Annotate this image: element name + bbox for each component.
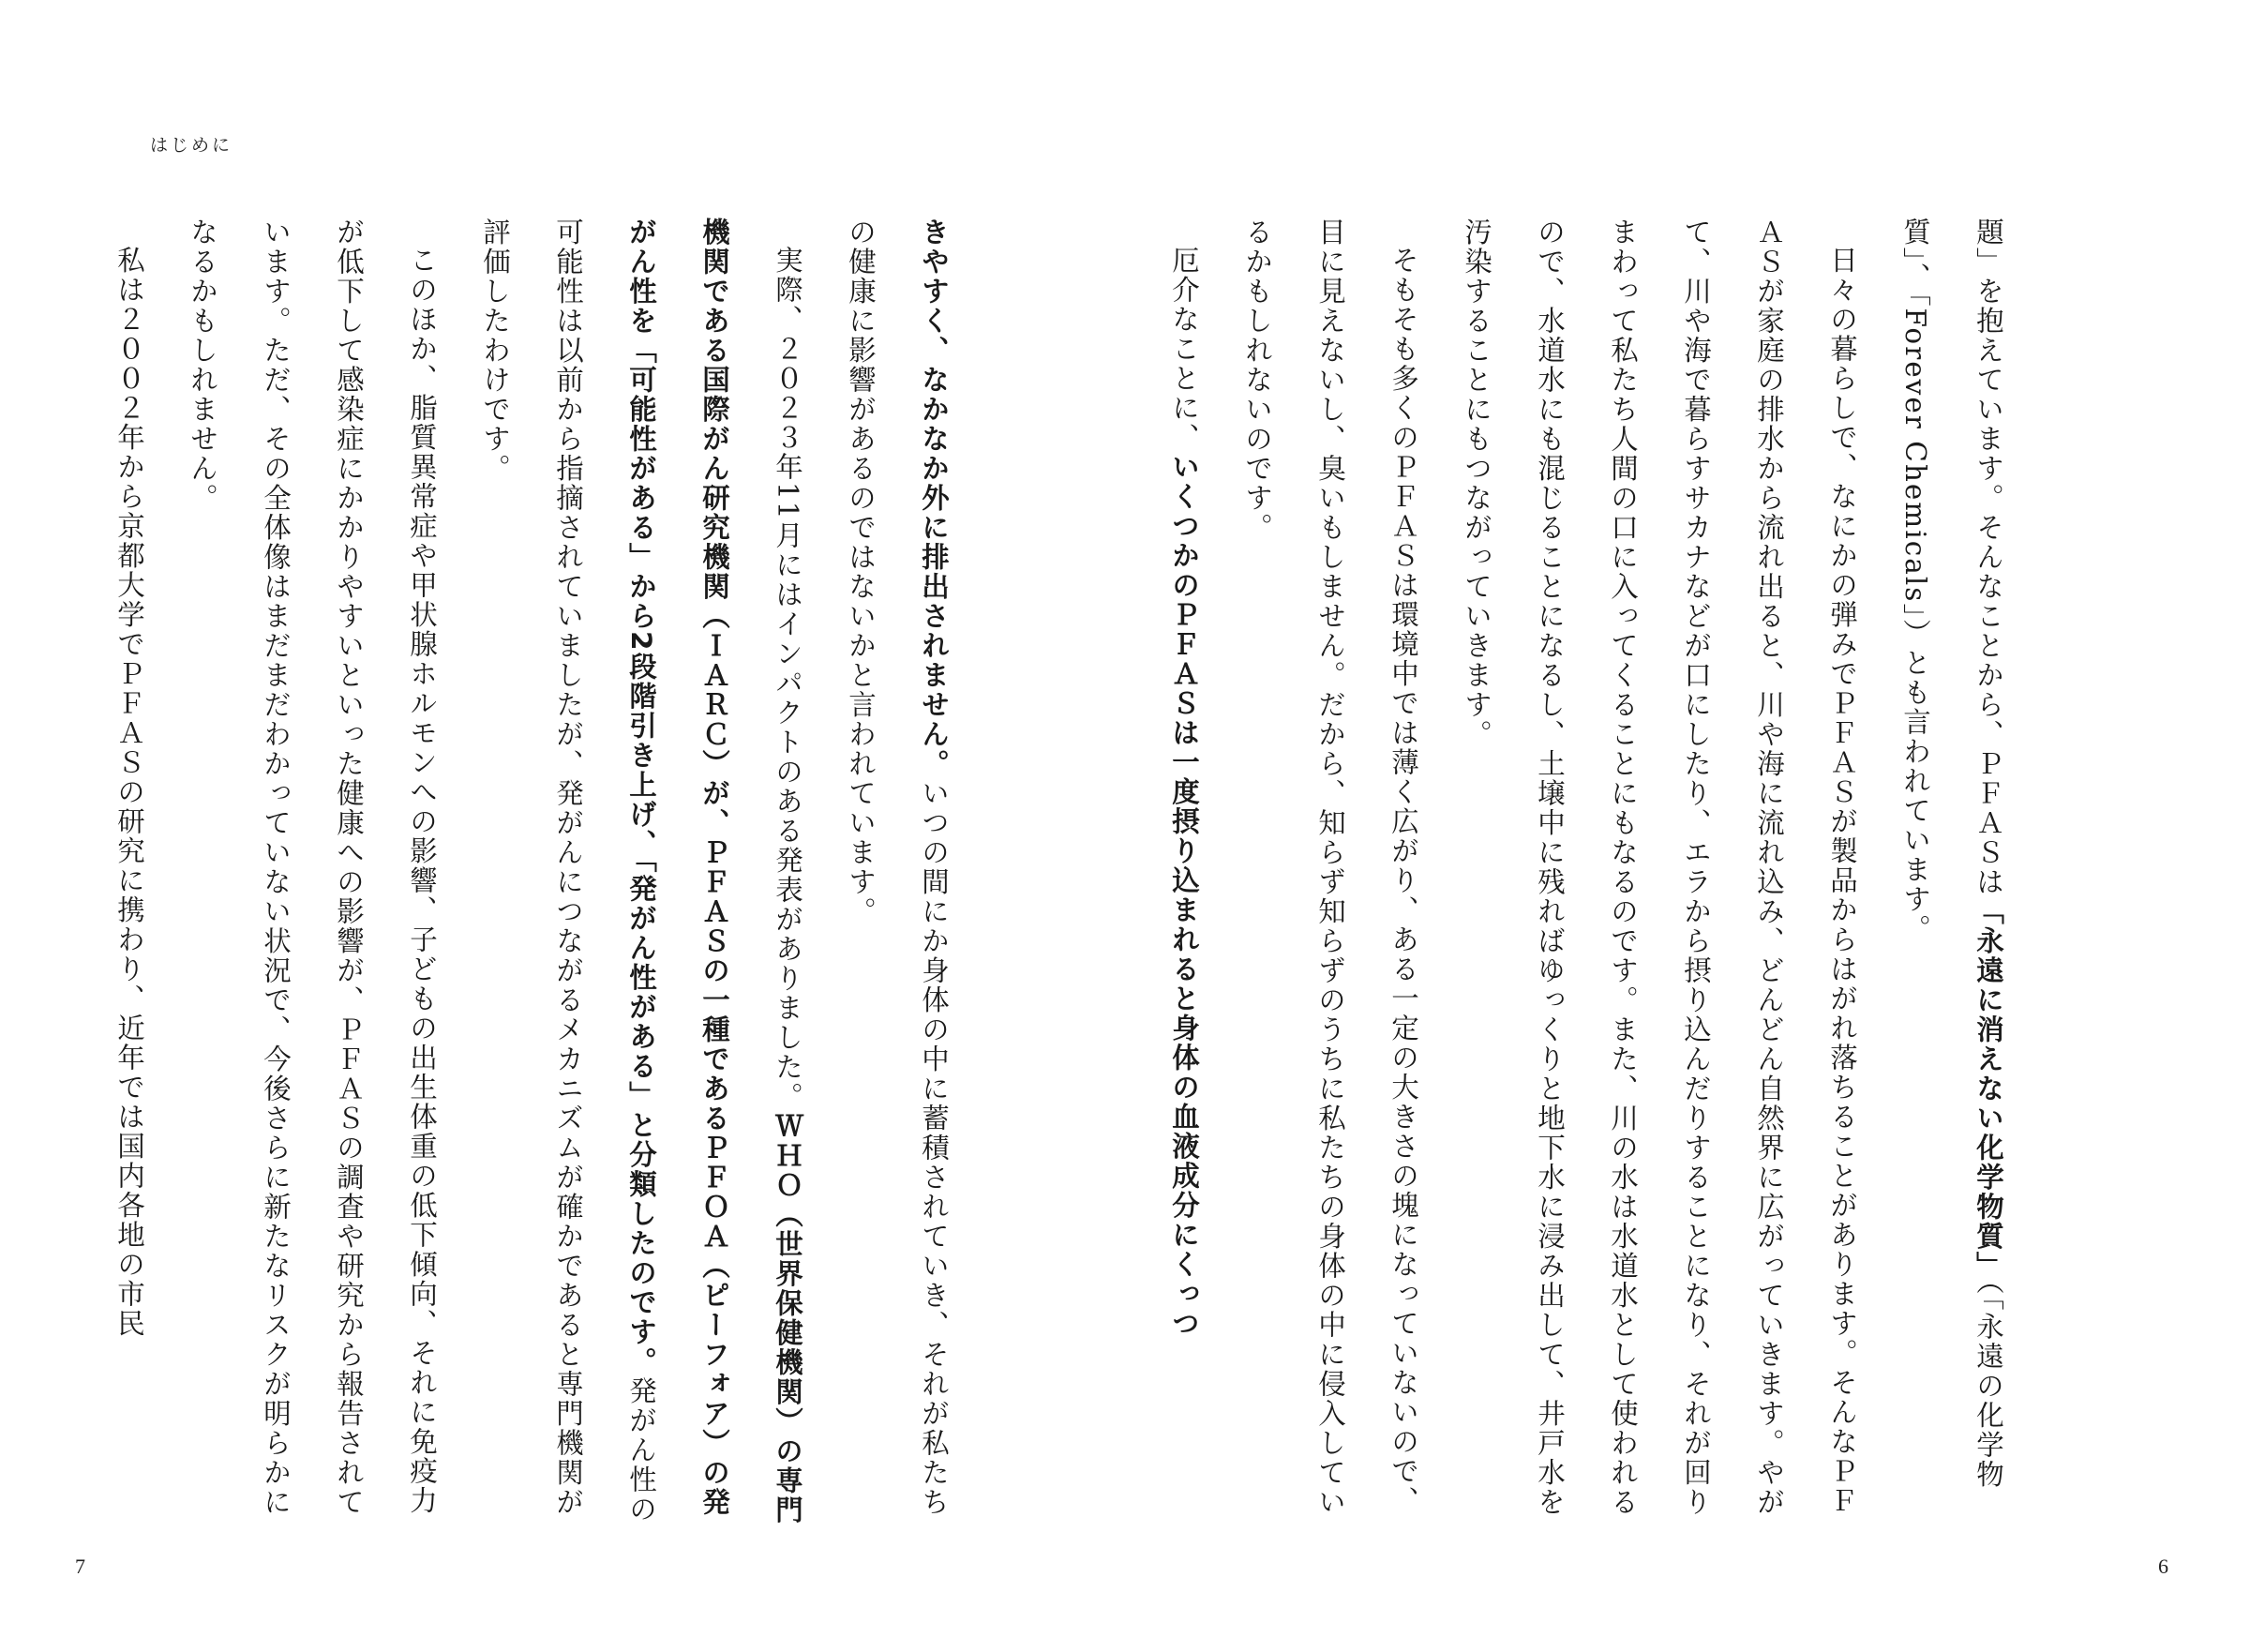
text-run: 題」を抱えています。そんなことから、ＰＦＡＳは xyxy=(1972,218,2004,897)
page-number-left: 7 xyxy=(75,1554,85,1578)
text-run: 発がん性の可能性は以前から指摘されていましたが、発がんにつながるメカニズムが確かであると専門機関が評価したわけです。 xyxy=(479,218,657,1524)
paragraph xyxy=(824,218,970,1530)
bold-text-run: きやすく、なかなか外に排出されません。 xyxy=(918,218,950,779)
paragraph: 私は２００２年から京都大学でＰＦＡＳの研究に携わり、近年では国内各地の市民 xyxy=(113,245,145,1338)
page-7-body xyxy=(113,218,970,1530)
text-run: 実際、２０２３年11月にはインパクトのある発表がありました。 xyxy=(772,245,803,1112)
bold-text-run: いくつかのＰＦＡＳは一度摂り込まれると身体の血液成分にくっつ xyxy=(1168,452,1200,1338)
bold-text-run: ＷＨＯ（世界保健機関）の専門機関である国際がん研究機関（ＩＡＲＣ）が、ＰＦＡＳの一種であるＰＦＯＡ（ピーフォア）の発がん性を「可能性がある」から2段階引き上げ、「発がん性がある」と分類したのです。 xyxy=(625,218,803,1525)
paragraph xyxy=(1148,218,1221,1530)
paragraph: 日々の暮らしで、なにかの弾みでＰＦＡＳが製品からはがれ落ちることがあります。そんなＰＦＡＳが家庭の排水から流れ出ると、川や海に流れ込み、どんどん自然界に広がっていきます。やがて、川や海で暮らすサカナなどが口にしたり、エラから摂り込んだりすることになり、それが回りまわって私たち人間の口に入ってくることにもなるのです。また、川の水は水道水として使われるので、水道水にも混じることになるし、土壌中に残ればゆっくりと地下水に浸み出して、井戸水を汚染することにもつながっていきます。 xyxy=(1461,218,1858,1517)
page-6-body xyxy=(1168,218,2025,1530)
paragraph xyxy=(458,218,824,1530)
paragraph xyxy=(1879,218,2025,1530)
running-head: はじめに xyxy=(150,135,233,156)
text-run: 厄介なことに、 xyxy=(1168,245,1200,452)
text-run: いつの間にか身体の中に蓄積されていき、それが私たちの健康に影響があるのではないかと言われています。 xyxy=(845,218,950,1517)
text-run: （「永遠の化学物質」、「Forever Chemicals」）とも言われています。 xyxy=(1899,218,2004,1490)
page-number-right: 6 xyxy=(2158,1554,2168,1578)
bold-text-run: 「永遠に消えない化学物質」 xyxy=(1972,896,2004,1281)
paragraph: そもそも多くのＰＦＡＳは環境中では薄く広がり、ある一定の大きさの塊になっていないので、目に見えないし、臭いもしません。だから、知らず知らずのうちに私たちの身体の中に侵入しているかもしれないのです。 xyxy=(1241,218,1419,1517)
paragraph: このほか、脂質異常症や甲状腺ホルモンへの影響、子どもの出生体重の低下傾向、それに免疫力が低下して感染症にかかりやすいといった健康への影響が、ＰＦＡＳの調査や研究から報告されています。ただ、その全体像はまだまだわかっていない状況で、今後さらに新たなリスクが明らかになるかもしれません。 xyxy=(187,218,438,1517)
